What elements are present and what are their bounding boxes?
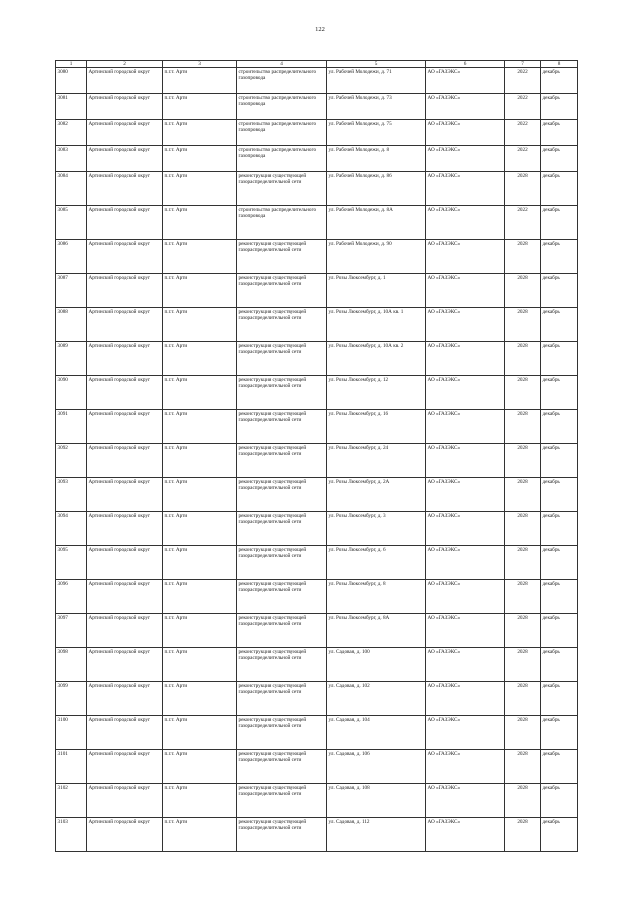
- address-cell: ул. Розы Люксембург, д. 8: [327, 580, 426, 614]
- table-row: [56, 120, 578, 146]
- work-type-cell: строительство распределительного газопровода: [237, 68, 327, 94]
- work-type-cell: реконструкция существующей газораспределительной сети: [237, 818, 327, 852]
- table-row: [56, 716, 578, 750]
- gasification-schedule-table: [55, 60, 578, 852]
- column-header-8: 8: [541, 61, 578, 68]
- work-type-cell: реконструкция существующей газораспределительной сети: [237, 682, 327, 716]
- address-cell: ул. Розы Люксембург, д. 16: [327, 410, 426, 444]
- row-number-cell: 3095: [56, 546, 87, 580]
- work-type-cell: реконструкция существующей газораспределительной сети: [237, 172, 327, 206]
- column-header-7: 7: [505, 61, 541, 68]
- year-cell: 2028: [505, 240, 541, 274]
- table-header: [56, 61, 578, 68]
- month-cell: декабрь: [541, 478, 578, 512]
- table-row: [56, 68, 578, 94]
- settlement-cell: п.г.т. Арти: [163, 784, 237, 818]
- address-cell: ул. Розы Люксембург, д. 1: [327, 274, 426, 308]
- month-cell: декабрь: [541, 512, 578, 546]
- table-row: [56, 146, 578, 172]
- month-cell: декабрь: [541, 444, 578, 478]
- organization-cell: АО «ГАЗЭКС»: [426, 682, 505, 716]
- district-cell: Артинский городской округ: [87, 240, 163, 274]
- work-type-cell: строительство распределительного газопровода: [237, 206, 327, 240]
- month-cell: декабрь: [541, 342, 578, 376]
- organization-cell: АО «ГАЗЭКС»: [426, 580, 505, 614]
- month-cell: декабрь: [541, 682, 578, 716]
- settlement-cell: п.г.т. Арти: [163, 172, 237, 206]
- work-type-cell: реконструкция существующей газораспределительной сети: [237, 750, 327, 784]
- year-cell: 2028: [505, 478, 541, 512]
- settlement-cell: п.г.т. Арти: [163, 94, 237, 120]
- organization-cell: АО «ГАЗЭКС»: [426, 68, 505, 94]
- month-cell: декабрь: [541, 716, 578, 750]
- settlement-cell: п.г.т. Арти: [163, 240, 237, 274]
- table-row: [56, 172, 578, 206]
- organization-cell: АО «ГАЗЭКС»: [426, 94, 505, 120]
- table-row: [56, 94, 578, 120]
- district-cell: Артинский городской округ: [87, 546, 163, 580]
- organization-cell: АО «ГАЗЭКС»: [426, 146, 505, 172]
- year-cell: 2028: [505, 512, 541, 546]
- row-number-cell: 3103: [56, 818, 87, 852]
- address-cell: ул. Садовая, д. 100: [327, 648, 426, 682]
- column-header-6: 6: [426, 61, 505, 68]
- row-number-cell: 3093: [56, 478, 87, 512]
- year-cell: 2028: [505, 342, 541, 376]
- settlement-cell: п.г.т. Арти: [163, 546, 237, 580]
- month-cell: декабрь: [541, 818, 578, 852]
- row-number-cell: 3098: [56, 648, 87, 682]
- organization-cell: АО «ГАЗЭКС»: [426, 240, 505, 274]
- address-cell: ул. Розы Люксембург, д. 8А: [327, 614, 426, 648]
- year-cell: 2022: [505, 206, 541, 240]
- address-cell: ул. Розы Люксембург, д. 3: [327, 512, 426, 546]
- work-type-cell: строительство распределительного газопровода: [237, 94, 327, 120]
- row-number-cell: 3094: [56, 512, 87, 546]
- district-cell: Артинский городской округ: [87, 146, 163, 172]
- work-type-cell: строительство распределительного газопровода: [237, 146, 327, 172]
- month-cell: декабрь: [541, 240, 578, 274]
- address-cell: ул. Розы Люксембург, д. 6: [327, 546, 426, 580]
- table-row: [56, 274, 578, 308]
- district-cell: Артинский городской округ: [87, 68, 163, 94]
- settlement-cell: п.г.т. Арти: [163, 376, 237, 410]
- month-cell: декабрь: [541, 784, 578, 818]
- row-number-cell: 3081: [56, 94, 87, 120]
- work-type-cell: реконструкция существующей газораспределительной сети: [237, 376, 327, 410]
- address-cell: ул. Садовая, д. 104: [327, 716, 426, 750]
- address-cell: ул. Розы Люксембург, д. 24: [327, 444, 426, 478]
- district-cell: Артинский городской округ: [87, 614, 163, 648]
- address-cell: ул. Садовая, д. 102: [327, 682, 426, 716]
- row-number-cell: 3090: [56, 376, 87, 410]
- district-cell: Артинский городской округ: [87, 580, 163, 614]
- settlement-cell: п.г.т. Арти: [163, 410, 237, 444]
- district-cell: Артинский городской округ: [87, 410, 163, 444]
- table-row: [56, 444, 578, 478]
- year-cell: 2028: [505, 614, 541, 648]
- address-cell: ул. Розы Люксембург, д. 10А кв. 2: [327, 342, 426, 376]
- year-cell: 2028: [505, 376, 541, 410]
- organization-cell: АО «ГАЗЭКС»: [426, 308, 505, 342]
- district-cell: Артинский городской округ: [87, 172, 163, 206]
- table-row: [56, 308, 578, 342]
- row-number-cell: 3080: [56, 68, 87, 94]
- organization-cell: АО «ГАЗЭКС»: [426, 274, 505, 308]
- district-cell: Артинский городской округ: [87, 750, 163, 784]
- settlement-cell: п.г.т. Арти: [163, 750, 237, 784]
- column-header-4: 4: [237, 61, 327, 68]
- organization-cell: АО «ГАЗЭКС»: [426, 410, 505, 444]
- year-cell: 2028: [505, 750, 541, 784]
- address-cell: ул. Садовая, д. 106: [327, 750, 426, 784]
- district-cell: Артинский городской округ: [87, 512, 163, 546]
- work-type-cell: реконструкция существующей газораспределительной сети: [237, 240, 327, 274]
- district-cell: Артинский городской округ: [87, 648, 163, 682]
- organization-cell: АО «ГАЗЭКС»: [426, 120, 505, 146]
- table-row: [56, 614, 578, 648]
- work-type-cell: реконструкция существующей газораспределительной сети: [237, 512, 327, 546]
- month-cell: декабрь: [541, 410, 578, 444]
- year-cell: 2028: [505, 308, 541, 342]
- district-cell: Артинский городской округ: [87, 206, 163, 240]
- year-cell: 2028: [505, 818, 541, 852]
- address-cell: ул. Розы Люксембург, д. 12: [327, 376, 426, 410]
- row-number-cell: 3083: [56, 146, 87, 172]
- work-type-cell: строительство распределительного газопровода: [237, 120, 327, 146]
- organization-cell: АО «ГАЗЭКС»: [426, 444, 505, 478]
- address-cell: ул. Садовая, д. 108: [327, 784, 426, 818]
- table-row: [56, 818, 578, 852]
- row-number-cell: 3082: [56, 120, 87, 146]
- row-number-cell: 3089: [56, 342, 87, 376]
- month-cell: декабрь: [541, 120, 578, 146]
- district-cell: Артинский городской округ: [87, 120, 163, 146]
- organization-cell: АО «ГАЗЭКС»: [426, 546, 505, 580]
- address-cell: ул. Рабочей Молодежи, д. 73: [327, 94, 426, 120]
- organization-cell: АО «ГАЗЭКС»: [426, 716, 505, 750]
- month-cell: декабрь: [541, 206, 578, 240]
- table-body: [56, 68, 578, 852]
- month-cell: декабрь: [541, 68, 578, 94]
- table-row: [56, 648, 578, 682]
- organization-cell: АО «ГАЗЭКС»: [426, 172, 505, 206]
- year-cell: 2022: [505, 94, 541, 120]
- table-row: [56, 410, 578, 444]
- district-cell: Артинский городской округ: [87, 308, 163, 342]
- year-cell: 2022: [505, 120, 541, 146]
- table-row: [56, 750, 578, 784]
- table-row: [56, 342, 578, 376]
- column-number-row: [56, 61, 578, 68]
- month-cell: декабрь: [541, 614, 578, 648]
- organization-cell: АО «ГАЗЭКС»: [426, 648, 505, 682]
- table-row: [56, 512, 578, 546]
- row-number-cell: 3100: [56, 716, 87, 750]
- work-type-cell: реконструкция существующей газораспределительной сети: [237, 716, 327, 750]
- month-cell: декабрь: [541, 376, 578, 410]
- row-number-cell: 3085: [56, 206, 87, 240]
- district-cell: Артинский городской округ: [87, 342, 163, 376]
- work-type-cell: реконструкция существующей газораспределительной сети: [237, 478, 327, 512]
- row-number-cell: 3092: [56, 444, 87, 478]
- settlement-cell: п.г.т. Арти: [163, 444, 237, 478]
- year-cell: 2028: [505, 274, 541, 308]
- settlement-cell: п.г.т. Арти: [163, 146, 237, 172]
- settlement-cell: п.г.т. Арти: [163, 308, 237, 342]
- column-header-2: 2: [87, 61, 163, 68]
- month-cell: декабрь: [541, 146, 578, 172]
- settlement-cell: п.г.т. Арти: [163, 68, 237, 94]
- column-header-3: 3: [163, 61, 237, 68]
- settlement-cell: п.г.т. Арти: [163, 512, 237, 546]
- settlement-cell: п.г.т. Арти: [163, 274, 237, 308]
- year-cell: 2028: [505, 784, 541, 818]
- settlement-cell: п.г.т. Арти: [163, 120, 237, 146]
- month-cell: декабрь: [541, 94, 578, 120]
- district-cell: Артинский городской округ: [87, 818, 163, 852]
- address-cell: ул. Рабочей Молодежи, д. 86: [327, 172, 426, 206]
- address-cell: ул. Рабочей Молодежи, д. 8: [327, 146, 426, 172]
- row-number-cell: 3096: [56, 580, 87, 614]
- table-row: [56, 206, 578, 240]
- row-number-cell: 3087: [56, 274, 87, 308]
- organization-cell: АО «ГАЗЭКС»: [426, 818, 505, 852]
- work-type-cell: реконструкция существующей газораспределительной сети: [237, 648, 327, 682]
- row-number-cell: 3088: [56, 308, 87, 342]
- month-cell: декабрь: [541, 172, 578, 206]
- district-cell: Артинский городской округ: [87, 444, 163, 478]
- year-cell: 2028: [505, 444, 541, 478]
- year-cell: 2028: [505, 648, 541, 682]
- table-row: [56, 376, 578, 410]
- month-cell: декабрь: [541, 750, 578, 784]
- settlement-cell: п.г.т. Арти: [163, 614, 237, 648]
- organization-cell: АО «ГАЗЭКС»: [426, 206, 505, 240]
- settlement-cell: п.г.т. Арти: [163, 206, 237, 240]
- table-row: [56, 580, 578, 614]
- organization-cell: АО «ГАЗЭКС»: [426, 784, 505, 818]
- work-type-cell: реконструкция существующей газораспределительной сети: [237, 444, 327, 478]
- work-type-cell: реконструкция существующей газораспределительной сети: [237, 580, 327, 614]
- district-cell: Артинский городской округ: [87, 716, 163, 750]
- month-cell: декабрь: [541, 648, 578, 682]
- row-number-cell: 3091: [56, 410, 87, 444]
- organization-cell: АО «ГАЗЭКС»: [426, 342, 505, 376]
- organization-cell: АО «ГАЗЭКС»: [426, 614, 505, 648]
- month-cell: декабрь: [541, 546, 578, 580]
- settlement-cell: п.г.т. Арти: [163, 716, 237, 750]
- month-cell: декабрь: [541, 274, 578, 308]
- address-cell: ул. Рабочей Молодежи, д. 90: [327, 240, 426, 274]
- month-cell: декабрь: [541, 308, 578, 342]
- settlement-cell: п.г.т. Арти: [163, 682, 237, 716]
- organization-cell: АО «ГАЗЭКС»: [426, 750, 505, 784]
- work-type-cell: реконструкция существующей газораспределительной сети: [237, 274, 327, 308]
- district-cell: Артинский городской округ: [87, 274, 163, 308]
- address-cell: ул. Розы Люксембург, д. 2А: [327, 478, 426, 512]
- year-cell: 2028: [505, 580, 541, 614]
- row-number-cell: 3102: [56, 784, 87, 818]
- year-cell: 2022: [505, 146, 541, 172]
- address-cell: ул. Рабочей Молодежи, д. 75: [327, 120, 426, 146]
- table-row: [56, 478, 578, 512]
- work-type-cell: реконструкция существующей газораспределительной сети: [237, 784, 327, 818]
- work-type-cell: реконструкция существующей газораспределительной сети: [237, 546, 327, 580]
- column-header-5: 5: [327, 61, 426, 68]
- work-type-cell: реконструкция существующей газораспределительной сети: [237, 614, 327, 648]
- organization-cell: АО «ГАЗЭКС»: [426, 512, 505, 546]
- district-cell: Артинский городской округ: [87, 94, 163, 120]
- row-number-cell: 3099: [56, 682, 87, 716]
- row-number-cell: 3086: [56, 240, 87, 274]
- year-cell: 2028: [505, 410, 541, 444]
- row-number-cell: 3097: [56, 614, 87, 648]
- year-cell: 2028: [505, 682, 541, 716]
- work-type-cell: реконструкция существующей газораспределительной сети: [237, 308, 327, 342]
- year-cell: 2028: [505, 546, 541, 580]
- table-row: [56, 682, 578, 716]
- address-cell: ул. Розы Люксембург, д. 10А кв. 1: [327, 308, 426, 342]
- settlement-cell: п.г.т. Арти: [163, 818, 237, 852]
- year-cell: 2028: [505, 716, 541, 750]
- address-cell: ул. Рабочей Молодежи, д. 8А: [327, 206, 426, 240]
- organization-cell: АО «ГАЗЭКС»: [426, 376, 505, 410]
- year-cell: 2028: [505, 172, 541, 206]
- address-cell: ул. Садовая, д. 112: [327, 818, 426, 852]
- table-row: [56, 784, 578, 818]
- work-type-cell: реконструкция существующей газораспределительной сети: [237, 342, 327, 376]
- month-cell: декабрь: [541, 580, 578, 614]
- district-cell: Артинский городской округ: [87, 376, 163, 410]
- settlement-cell: п.г.т. Арти: [163, 478, 237, 512]
- row-number-cell: 3101: [56, 750, 87, 784]
- district-cell: Артинский городской округ: [87, 478, 163, 512]
- district-cell: Артинский городской округ: [87, 682, 163, 716]
- work-type-cell: реконструкция существующей газораспределительной сети: [237, 410, 327, 444]
- table-row: [56, 240, 578, 274]
- row-number-cell: 3084: [56, 172, 87, 206]
- table-row: [56, 546, 578, 580]
- organization-cell: АО «ГАЗЭКС»: [426, 478, 505, 512]
- settlement-cell: п.г.т. Арти: [163, 580, 237, 614]
- year-cell: 2022: [505, 68, 541, 94]
- settlement-cell: п.г.т. Арти: [163, 648, 237, 682]
- page-number: 122: [315, 26, 325, 33]
- column-header-1: 1: [56, 61, 87, 68]
- district-cell: Артинский городской округ: [87, 784, 163, 818]
- address-cell: ул. Рабочей Молодежи, д. 71: [327, 68, 426, 94]
- settlement-cell: п.г.т. Арти: [163, 342, 237, 376]
